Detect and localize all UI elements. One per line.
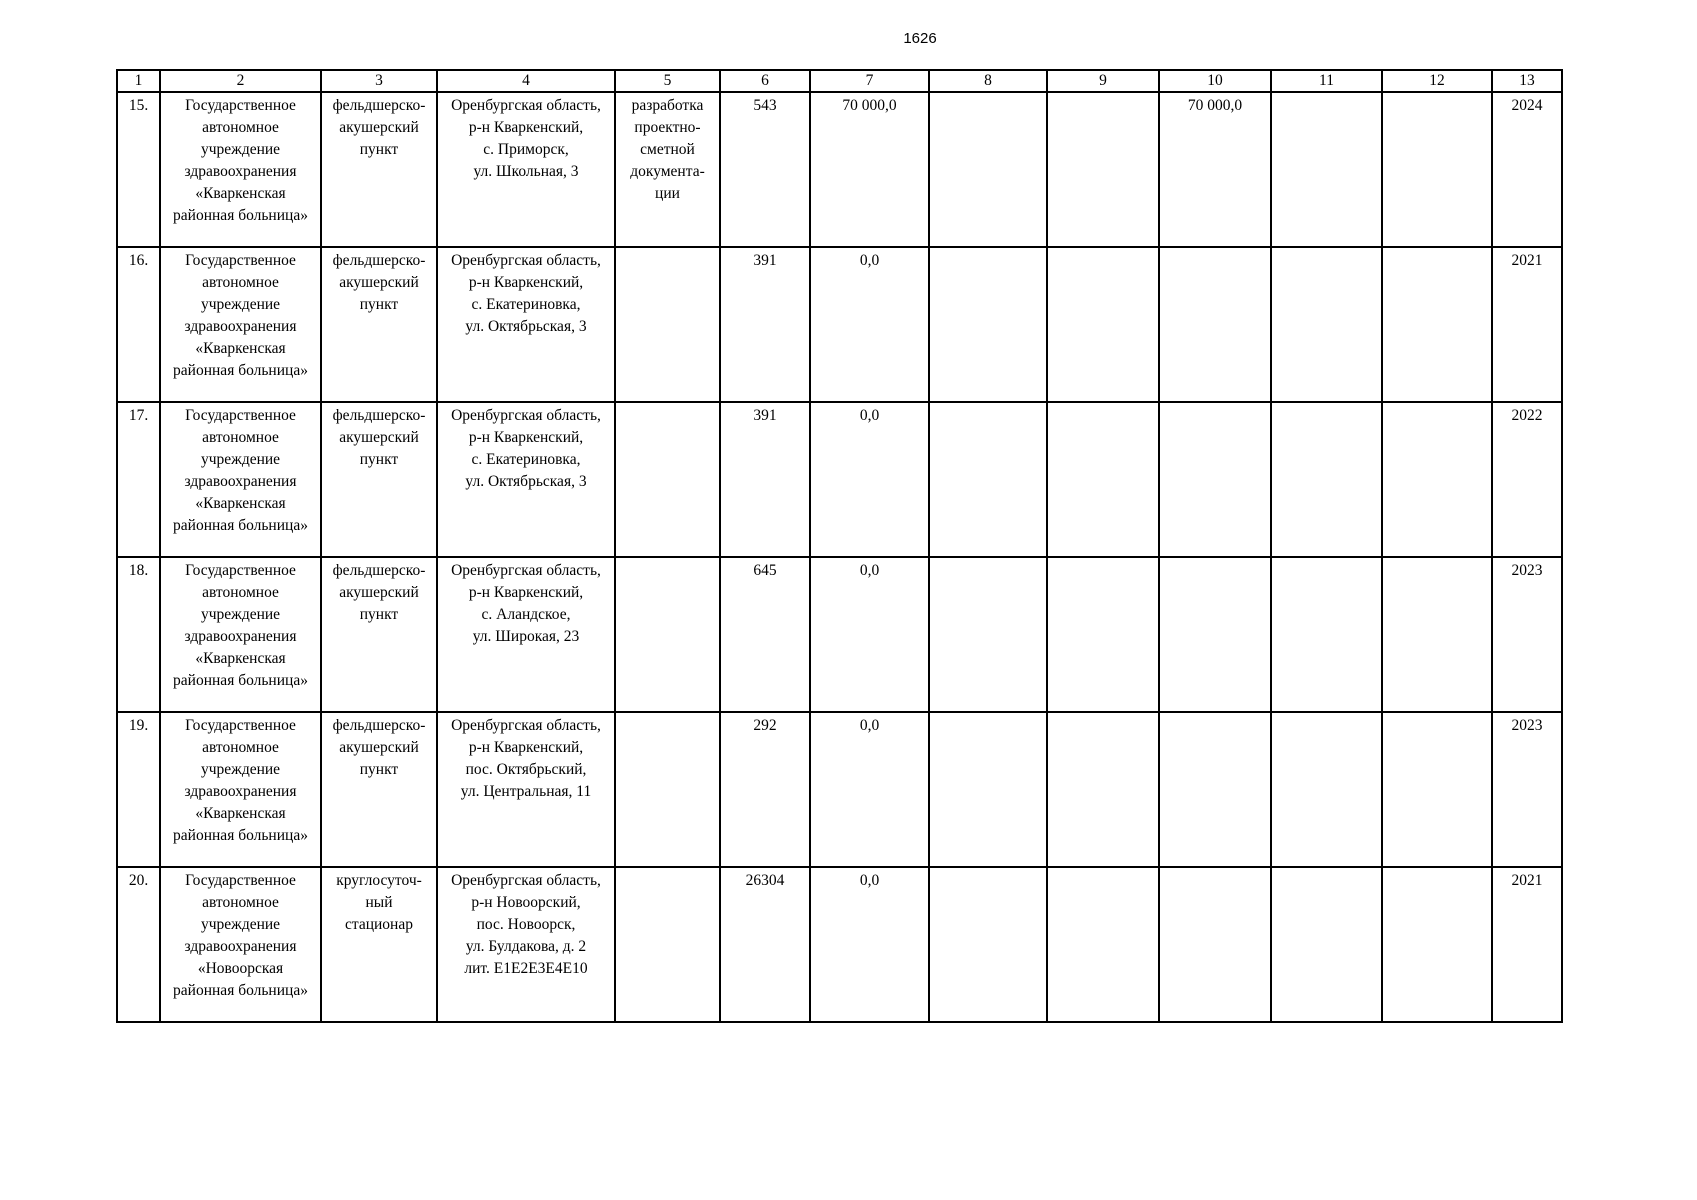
organization-cell: Государственное автономное учреждение здравоохранения «Кваркенская районная больница» (160, 712, 321, 867)
page-number: 1626 (903, 30, 937, 47)
table-row (117, 92, 1562, 247)
row-number: 15. (117, 92, 160, 247)
column-8-cell (929, 712, 1047, 867)
column-6-cell: 26304 (720, 867, 810, 1022)
table-row (117, 247, 1562, 402)
row-number: 20. (117, 867, 160, 1022)
column-header: 1 (117, 70, 160, 92)
address-cell: Оренбургская область, р-н Кваркенский, с. Екатериновка, ул. Октябрьская, 3 (437, 247, 615, 402)
column-8-cell (929, 92, 1047, 247)
row-number: 17. (117, 402, 160, 557)
year-cell: 2023 (1492, 712, 1562, 867)
column-8-cell (929, 867, 1047, 1022)
year-cell: 2024 (1492, 92, 1562, 247)
column-10-cell (1159, 712, 1271, 867)
column-header: 7 (810, 70, 929, 92)
column-7-cell: 0,0 (810, 557, 929, 712)
column-11-cell (1271, 247, 1382, 402)
facility-type-cell: фельдшерско- акушерский пункт (321, 402, 437, 557)
column-12-cell (1382, 557, 1492, 712)
work-type-cell (615, 402, 720, 557)
column-12-cell (1382, 712, 1492, 867)
column-7-cell: 70 000,0 (810, 92, 929, 247)
column-11-cell (1271, 92, 1382, 247)
table-row (117, 867, 1562, 1022)
address-cell: Оренбургская область, р-н Новоорский, пос. Новоорск, ул. Булдакова, д. 2 лит. Е1Е2Е3Е4Е10 (437, 867, 615, 1022)
work-type-cell (615, 557, 720, 712)
column-header: 8 (929, 70, 1047, 92)
column-7-cell: 0,0 (810, 867, 929, 1022)
table-row (117, 402, 1562, 557)
data-table (116, 69, 1563, 1023)
column-9-cell (1047, 92, 1159, 247)
work-type-cell (615, 247, 720, 402)
column-6-cell: 391 (720, 247, 810, 402)
column-6-cell: 391 (720, 402, 810, 557)
column-10-cell (1159, 867, 1271, 1022)
column-header: 12 (1382, 70, 1492, 92)
work-type-cell (615, 867, 720, 1022)
organization-cell: Государственное автономное учреждение здравоохранения «Новоорская районная больница» (160, 867, 321, 1022)
facility-type-cell: фельдшерско- акушерский пункт (321, 712, 437, 867)
column-7-cell: 0,0 (810, 247, 929, 402)
column-8-cell (929, 247, 1047, 402)
column-number-row (117, 70, 1562, 92)
year-cell: 2021 (1492, 867, 1562, 1022)
organization-cell: Государственное автономное учреждение здравоохранения «Кваркенская районная больница» (160, 557, 321, 712)
column-header: 6 (720, 70, 810, 92)
organization-cell: Государственное автономное учреждение здравоохранения «Кваркенская районная больница» (160, 247, 321, 402)
facility-type-cell: фельдшерско- акушерский пункт (321, 557, 437, 712)
column-header: 5 (615, 70, 720, 92)
column-header: 10 (1159, 70, 1271, 92)
year-cell: 2021 (1492, 247, 1562, 402)
row-number: 19. (117, 712, 160, 867)
column-12-cell (1382, 402, 1492, 557)
row-number: 18. (117, 557, 160, 712)
column-10-cell (1159, 247, 1271, 402)
column-12-cell (1382, 247, 1492, 402)
column-11-cell (1271, 557, 1382, 712)
column-8-cell (929, 402, 1047, 557)
year-cell: 2023 (1492, 557, 1562, 712)
column-header: 13 (1492, 70, 1562, 92)
column-header: 9 (1047, 70, 1159, 92)
work-type-cell (615, 712, 720, 867)
facility-type-cell: круглосуточ- ный стационар (321, 867, 437, 1022)
column-6-cell: 645 (720, 557, 810, 712)
column-7-cell: 0,0 (810, 712, 929, 867)
address-cell: Оренбургская область, р-н Кваркенский, с. Екатериновка, ул. Октябрьская, 3 (437, 402, 615, 557)
work-type-cell: разработка проектно- сметной документа- ции (615, 92, 720, 247)
year-cell: 2022 (1492, 402, 1562, 557)
column-6-cell: 292 (720, 712, 810, 867)
column-6-cell: 543 (720, 92, 810, 247)
column-header: 3 (321, 70, 437, 92)
column-9-cell (1047, 867, 1159, 1022)
column-9-cell (1047, 247, 1159, 402)
column-9-cell (1047, 402, 1159, 557)
column-10-cell (1159, 402, 1271, 557)
address-cell: Оренбургская область, р-н Кваркенский, с. Приморск, ул. Школьная, 3 (437, 92, 615, 247)
facility-type-cell: фельдшерско- акушерский пункт (321, 247, 437, 402)
organization-cell: Государственное автономное учреждение здравоохранения «Кваркенская районная больница» (160, 92, 321, 247)
row-number: 16. (117, 247, 160, 402)
column-10-cell (1159, 557, 1271, 712)
address-cell: Оренбургская область, р-н Кваркенский, пос. Октябрьский, ул. Центральная, 11 (437, 712, 615, 867)
column-header: 4 (437, 70, 615, 92)
column-7-cell: 0,0 (810, 402, 929, 557)
table-row (117, 712, 1562, 867)
facility-type-cell: фельдшерско- акушерский пункт (321, 92, 437, 247)
column-9-cell (1047, 557, 1159, 712)
address-cell: Оренбургская область, р-н Кваркенский, с. Аландское, ул. Широкая, 23 (437, 557, 615, 712)
column-11-cell (1271, 867, 1382, 1022)
column-10-cell: 70 000,0 (1159, 92, 1271, 247)
column-12-cell (1382, 867, 1492, 1022)
column-header: 11 (1271, 70, 1382, 92)
column-header: 2 (160, 70, 321, 92)
column-11-cell (1271, 712, 1382, 867)
column-9-cell (1047, 712, 1159, 867)
column-11-cell (1271, 402, 1382, 557)
column-12-cell (1382, 92, 1492, 247)
table-row (117, 557, 1562, 712)
organization-cell: Государственное автономное учреждение здравоохранения «Кваркенская районная больница» (160, 402, 321, 557)
column-8-cell (929, 557, 1047, 712)
